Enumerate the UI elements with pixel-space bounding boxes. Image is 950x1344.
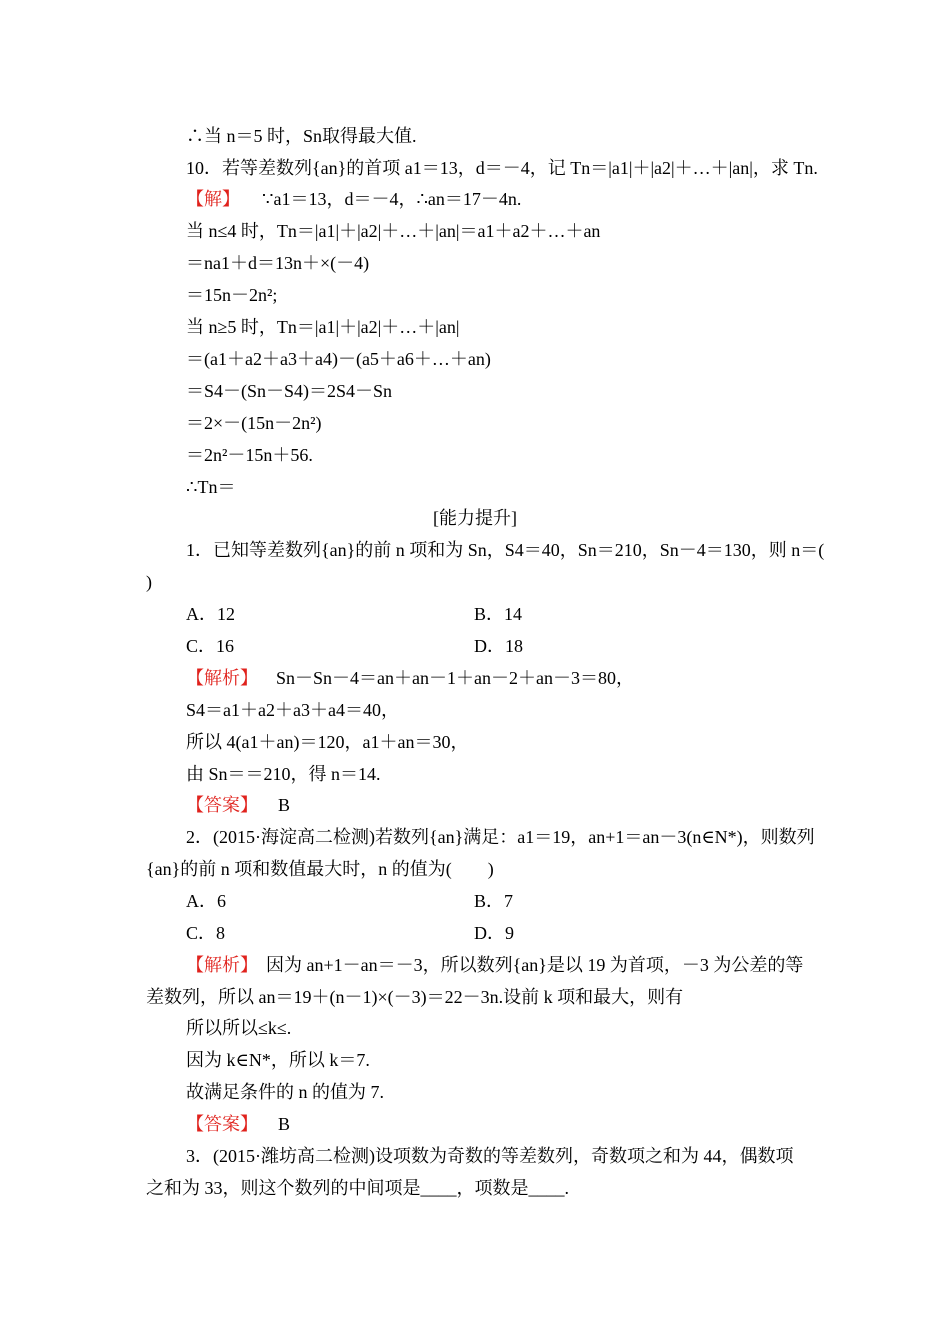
problem-2: 2．(2015·海淀高二检测)若数列{an}满足：a1＝19，an+1＝an－3(n∈N*)，则数列 <box>186 827 815 847</box>
section-title: [能力提升] <box>433 508 517 528</box>
text-line: 因为 k∈N*，所以 k＝7. <box>186 1050 370 1070</box>
text-line: ＝na1＋d＝13n＋×(－4) <box>186 253 370 273</box>
analysis-tag: 【解析】 <box>186 668 258 688</box>
analysis-tag: 【解析】 <box>186 955 258 975</box>
answer-value: B <box>278 1114 291 1134</box>
answer-tag: 【答案】 <box>186 1114 258 1134</box>
text-line: ＝15n－2n²; <box>186 285 278 305</box>
text-line: 故满足条件的 n 的值为 7. <box>186 1082 384 1102</box>
text-line: S4＝a1＋a2＋a3＋a4＝40， <box>186 700 399 720</box>
problem-3: 3．(2015·潍坊高二检测)设项数为奇数的等差数列，奇数项之和为 44，偶数项 <box>186 1146 794 1166</box>
choice-b: B．14 <box>474 604 523 624</box>
text-line: 所以所以≤k≤. <box>186 1018 292 1038</box>
text-line: 由 Sn＝＝210，得 n＝14. <box>186 764 381 784</box>
text-line: 所以 4(a1＋an)＝120，a1＋an＝30， <box>186 732 469 752</box>
text-line: ＝2×－(15n－2n²) <box>186 413 322 433</box>
choice-d: D．9 <box>474 923 514 943</box>
text-line: ∴Tn＝ <box>186 477 236 497</box>
choice-b: B．7 <box>474 891 514 911</box>
solution-tag: 【解】 <box>186 189 240 209</box>
problem-1: 1．已知等差数列{an}的前 n 项和为 Sn，S4＝40，Sn＝210，Sn－4＝130，则 n＝( <box>186 540 825 560</box>
answer-value: B <box>278 795 291 815</box>
text-line: ＝2n²－15n＋56. <box>186 445 313 465</box>
text-line: {an}的前 n 项和数值最大时，n 的值为( ) <box>146 859 494 879</box>
text-line: 之和为 33，则这个数列的中间项是____，项数是____. <box>146 1178 569 1198</box>
text-line: 因为 an+1－an＝－3，所以数列{an}是以 19 为首项，－3 为公差的等 <box>266 955 804 975</box>
text-line: ＝(a1＋a2＋a3＋a4)－(a5＋a6＋…＋an) <box>186 349 491 369</box>
answer-tag: 【答案】 <box>186 795 258 815</box>
text-line: ∴当 n＝5 时，Sn取得最大值. <box>186 126 417 146</box>
text-line: Sn－Sn－4＝an＋an－1＋an－2＋an－3＝80， <box>276 668 634 688</box>
problem-10: 10．若等差数列{an}的首项 a1＝13，d＝－4，记 Tn＝|a1|＋|a2|＋…＋|an|，求 Tn. <box>186 158 818 178</box>
text-line: ＝S4－(Sn－S4)＝2S4－Sn <box>186 381 393 401</box>
text-line: ) <box>146 572 152 592</box>
choice-a: A．6 <box>186 891 226 911</box>
choice-a: A．12 <box>186 604 235 624</box>
choice-c: C．8 <box>186 923 226 943</box>
choice-d: D．18 <box>474 636 523 656</box>
text-line: ∵a1＝13，d＝－4，∴an＝17－4n. <box>262 189 522 209</box>
text-line: 当 n≤4 时，Tn＝|a1|＋|a2|＋…＋|an|＝a1＋a2＋…＋an <box>186 221 601 241</box>
choice-c: C．16 <box>186 636 235 656</box>
text-line: 当 n≥5 时，Tn＝|a1|＋|a2|＋…＋|an| <box>186 317 460 337</box>
text-line: 差数列，所以 an＝19＋(n－1)×(－3)＝22－3n.设前 k 项和最大，则有 <box>146 987 684 1007</box>
